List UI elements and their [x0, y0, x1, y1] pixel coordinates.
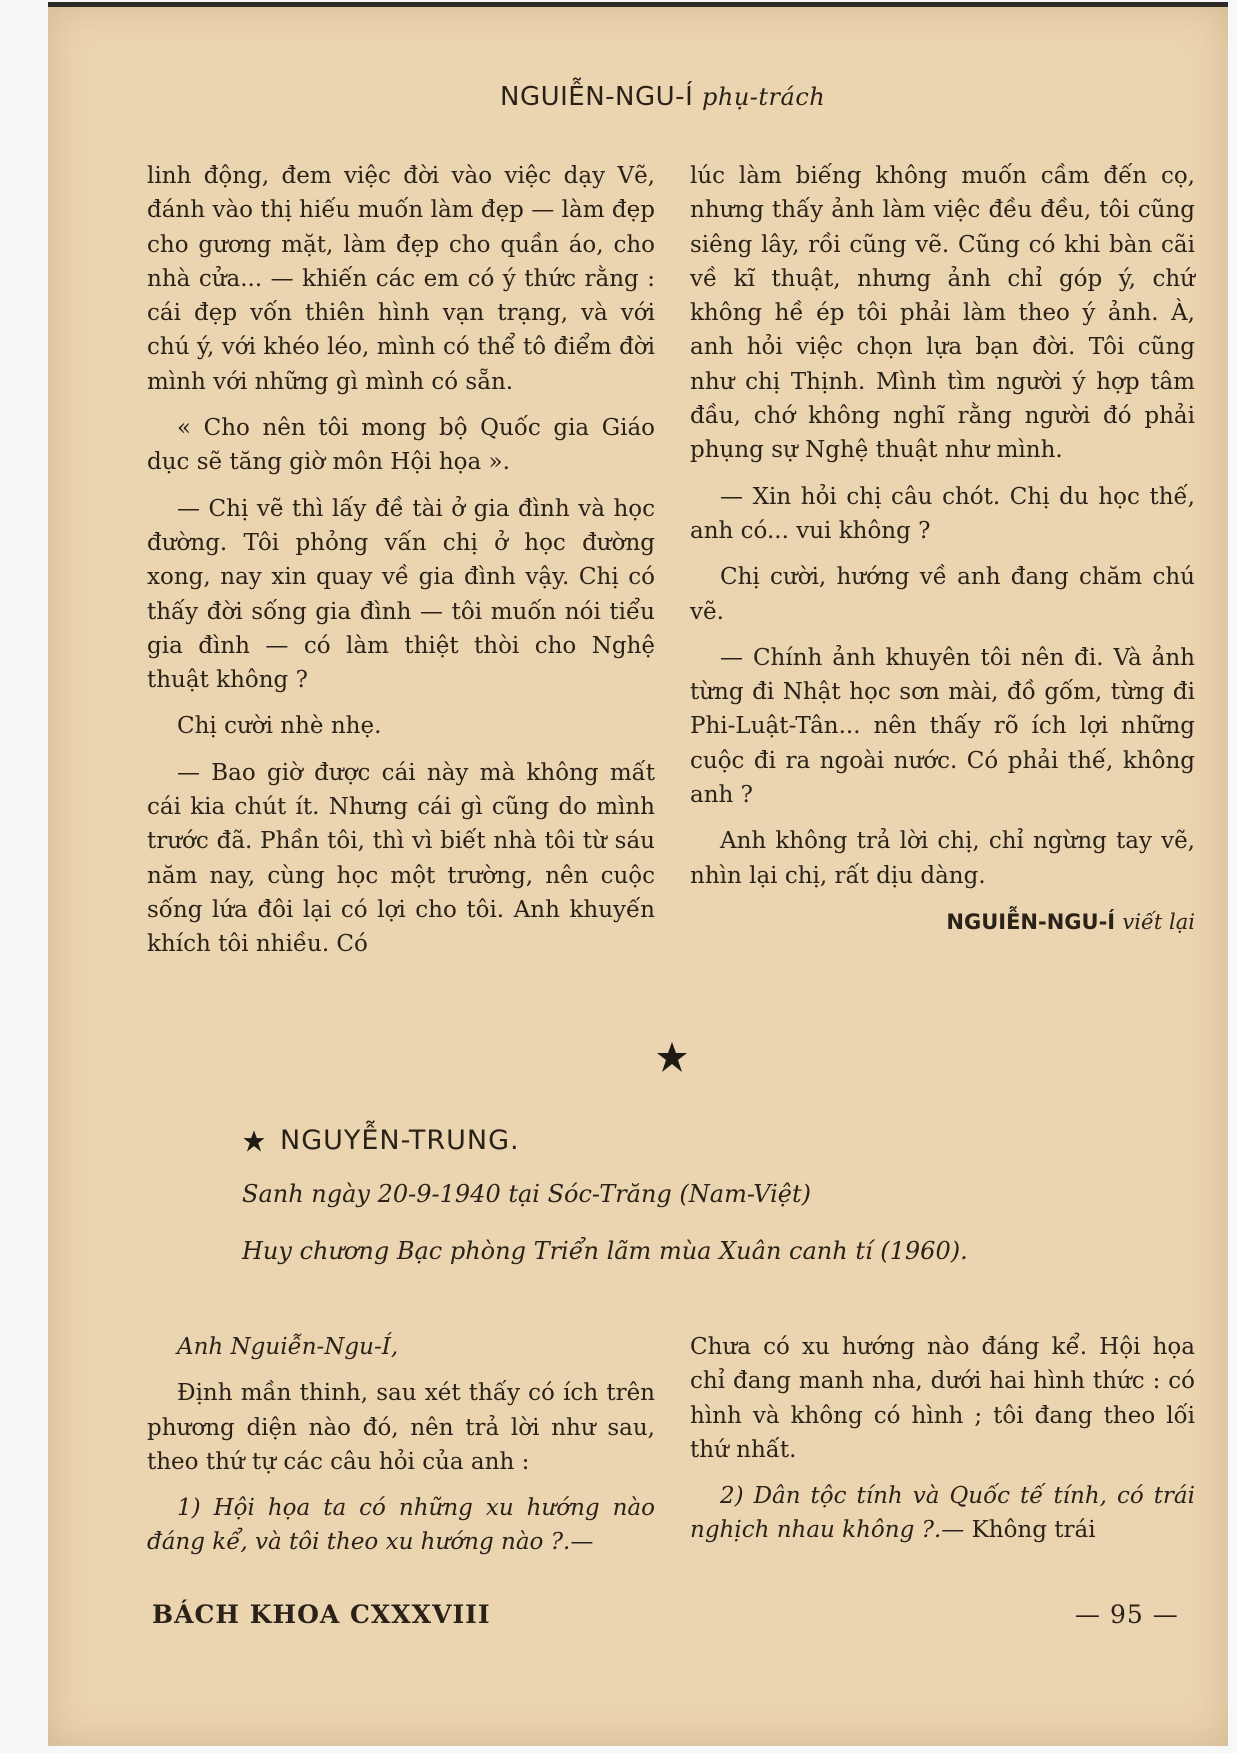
section-title-text: NGUYỄN-TRUNG. [280, 1125, 520, 1156]
signature-name: NGUIỄN-NGU-Í [946, 909, 1116, 934]
paragraph: Định mần thinh, sau xét thấy có ích trên phương diện nào đó, nên trả lời như sau, theo thứ tự các câu hỏi của anh : [147, 1380, 655, 1475]
column-1 [147, 159, 655, 974]
paragraph: linh động, đem việc đời vào việc dạy Vẽ, đánh vào thị hiếu muốn làm đẹp — làm đẹp cho gương mặt, làm đẹp cho quần áo, cho nhà cửa... — khiến các em có ý thức rằng : cái đẹp vốn thiên hình vạn trạng, và với chú ý, với khéo léo, mình có thể tô điểm đời mình với những gì mình có sẵn. [147, 163, 655, 395]
column-2 [690, 159, 1195, 939]
salutation: Anh Nguiễn-Ngu-Í, [177, 1334, 399, 1360]
bio-line-birth: Sanh ngày 20-9-1940 tại Sóc-Trăng (Nam-Việt) [242, 1180, 812, 1208]
paragraph: — Bao giờ được cái này mà không mất cái kia chút ít. Nhưng cái gì cũng do mình trước đã. Phần tôi, thì vì biết nhà tôi từ sáu năm nay, cùng học một trường, nên cuộc sống lứa đôi lại có lợi cho tôi. Anh khuyến khích tôi nhiều. Có [147, 759, 655, 958]
question-2: 2) Dân tộc tính và Quốc tế tính, có trái nghịch nhau không ?.— [690, 1483, 1195, 1544]
signature [690, 905, 1195, 939]
page-number: — 95 — [1075, 1600, 1179, 1629]
page-header [500, 82, 825, 112]
paragraph: — Xin hỏi chị câu chót. Chị du học thế, anh có... vui không ? [690, 483, 1195, 544]
star-bullet-icon [242, 1129, 266, 1153]
footer-publication: BÁCH KHOA CXXXVIII [152, 1600, 491, 1629]
paragraph: Chị cười nhè nhẹ. [177, 713, 382, 740]
column-3 [147, 1330, 655, 1572]
paragraph: — Chính ảnh khuyên tôi nên đi. Và ảnh từng đi Nhật học sơn mài, đồ gốm, từng đi Phi-Luật-Tân... nên thấy rõ ích lợi những cuộc đi ra ngoài nước. Có phải thế, không anh ? [690, 644, 1195, 809]
header-role: phụ-trách [702, 83, 826, 111]
top-rule [48, 2, 1228, 7]
header-name: NGUIỄN-NGU-Í [500, 82, 694, 112]
paragraph: Chị cười, hướng về anh đang chăm chú vẽ. [690, 564, 1195, 625]
paragraph: Anh không trả lời chị, chỉ ngừng tay vẽ, nhìn lại chị, rất dịu dàng. [690, 828, 1195, 889]
bio-line-award: Huy chương Bạc phòng Triển lãm mùa Xuân canh tí (1960). [242, 1237, 968, 1265]
question-2-answer: Không trái [971, 1517, 1096, 1544]
star-divider-icon [655, 1040, 689, 1074]
question-1: 1) Hội họa ta có những xu hướng nào đáng kể, và tôi theo xu hướng nào ?.— [147, 1495, 655, 1556]
column-4 [690, 1330, 1195, 1560]
paragraph: lúc làm biếng không muốn cầm đến cọ, nhưng thấy ảnh làm việc đều đều, tôi cũng siêng lây, rồi cũng vẽ. Cũng có khi bàn cãi về kĩ thuật, nhưng ảnh chỉ góp ý, chứ không hề ép tôi phải làm theo ý ảnh. À, anh hỏi việc chọn lựa bạn đời. Tôi cũng như chị Thịnh. Mình tìm người ý hợp tâm đầu, chớ không nghĩ rằng người đó phải phụng sự Nghệ thuật như mình. [690, 163, 1195, 464]
paragraph: Chưa có xu hướng nào đáng kể. Hội họa chỉ đang manh nha, dưới hai hình thức : có hình và không có hình ; tôi đang theo lối thứ nhất. [690, 1334, 1195, 1463]
section-title [242, 1125, 520, 1156]
signature-note: viết lại [1122, 909, 1195, 934]
paragraph: « Cho nên tôi mong bộ Quốc gia Giáo dục sẽ tăng giờ môn Hội họa ». [147, 415, 655, 476]
paragraph: — Chị vẽ thì lấy đề tài ở gia đình và học đường. Tôi phỏng vấn chị ở học đường xong, nay xin quay về gia đình vậy. Chị có thấy đời sống gia đình — tôi muốn nói tiểu gia đình — có làm thiệt thòi cho Nghệ thuật không ? [147, 495, 655, 694]
